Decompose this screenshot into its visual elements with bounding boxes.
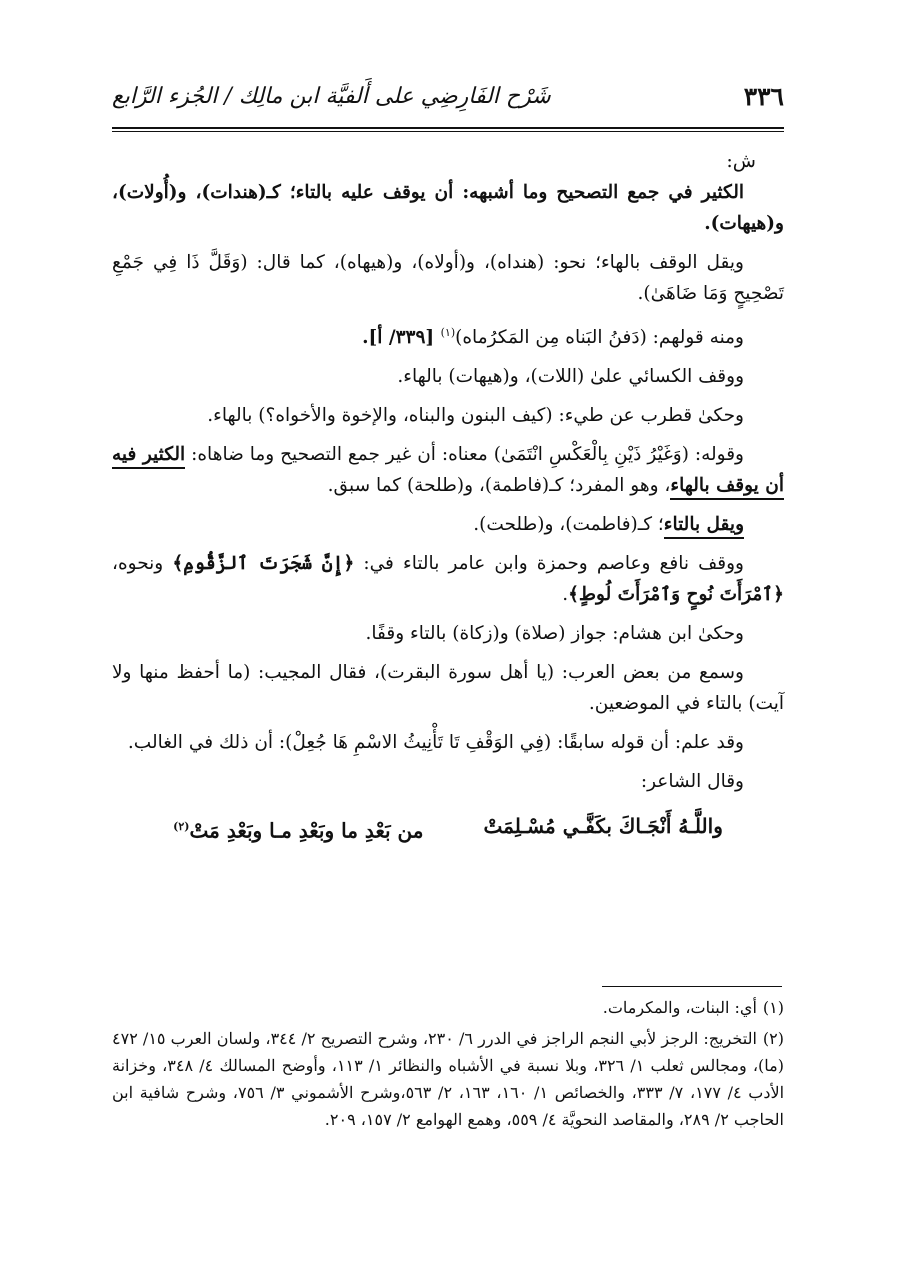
paragraph-text: ونحوه، [112,553,173,575]
quran-quote: ﴿ٱمْرَأَتَ نُوحٍ وَٱمْرَأَتَ لُوطٍ﴾ [568,584,784,606]
footnote [112,994,784,1021]
paragraph: وسمع من بعض العرب: (يا أهل سورة البقرت)، فقال المجيب: (ما أحفظ منها ولا آيت) بالتاء في الموضعين. [112,662,784,715]
paragraph: وقال الشاعر: [640,771,744,793]
footnote [112,1025,784,1133]
paragraph: وقد علم: أن قوله سابقًا: (فِي الوَقْفِ تَا تَأْنِيثُ الاسْمِ هَا جُعِلْ): أن ذلك في الغالب. [127,732,744,754]
verse-text: من بَعْدِ ما وبَعْدِ مـا وبَعْدِ مَتْ [189,818,424,843]
paragraph: وحكىٰ قطرب عن طيء: (كيف البنون والبناه، والإخوة والأخواه؟) بالهاء. [207,405,744,427]
sharh-label: ش: [726,150,756,172]
paragraph [112,439,784,501]
verse-second-hemistich [173,811,423,847]
footnote-number: (١) [762,998,784,1017]
paragraph-text: ووقف نافع وعاصم وحمزة وابن عامر بالتاء في: [354,553,744,575]
underlined-text: ويقل بالتاء [664,514,744,539]
footnotes [112,994,784,1137]
footnote-separator [602,986,782,987]
paragraph-text: وقوله: (وَغَيْرُ ذَيْنِ بِالْعَكْسِ انْتَمَىٰ) معناه: أن غير جمع التصحيح وما ضاهاه: [185,444,744,466]
running-title: شَرْح الفَارِضِي على أَلفيَّة ابن مالِك / الجُزء الرَّابع [112,83,551,109]
paragraph [112,177,784,239]
footnote-text: أي: البنات، والمكرمات. [602,998,757,1017]
paragraph: ويقل الوقف بالهاء؛ نحو: (هنداه)، و(أولاه)، و(هيهاه)، كما قال: (وَقَلَّ ذَا فِي جَمْعِ تَصْحِيحٍ وَمَا ضَاهَىٰ). [112,252,784,304]
quran-quote: ﴿إِنَّ شَجَرَتَ ٱلزَّقُّومِ﴾ [172,553,355,575]
page-header [112,68,784,124]
footnote-text: التخريج: الرجز لأبي النجم الراجز في الدرر ٦/ ٢٣٠، وشرح التصريح ٢/ ٣٤٤، ولسان العرب ١٥/ ٤٧٢ (ما)، ومجالس ثعلب ١/ ٣٢٦، وبلا نسبة في الأشباه والنظائر ١/ ١١٣، وأوضح المسالك ٤/ ٣٤٨، وخزانة الأدب ٤/ ١٧٧، ٧/ ٣٣٣، والخصائص ١/ ١٦٠، ١٦٣، ٢/ ٥٦٣،وشرح الأشموني ٣/ ٧٥٦، وشرح شافية ابن الحاجب ٢/ ٢٨٩، والمقاصد النحويَّة ٤/ ٥٥٩، وهمع الهوامع ٢/ ١٥٧، ٢٠٩. [112,1029,785,1129]
underlined-text: الكثير فيه أن يوقف بالهاء [112,444,784,500]
poetry-verse [112,811,784,847]
paragraph-text: . [562,584,569,606]
paragraph [112,509,784,540]
page-number: ٣٣٦ [743,81,784,111]
folio-ref: [٣٣٩/ أ]. [362,327,441,349]
paragraph: وحكىٰ ابن هشام: جواز (صلاة) و(زكاة) بالتاء وقفًا. [365,623,744,645]
paragraph [112,317,784,353]
header-rule [112,127,784,132]
footnote-number: (٢) [762,1029,784,1048]
paragraph-text: الكثير في جمع التصحيح وما أشبهه: أن يوقف عليه بالتاء؛ كـ(هندات)، و(أُولات)، و(هيهات). [112,182,784,234]
footnote-ref: (٢) [173,820,190,834]
paragraph: ووقف الكسائي علىٰ (اللات)، و(هيهات) بالهاء. [397,366,744,388]
paragraph [112,548,784,610]
main-text [112,146,784,847]
verse-first-hemistich: واللَّـهُ أَنْجَـاكَ بكَفَّـي مُسْـلِمَتْ [483,814,723,839]
paragraph-text: ، وهو المفرد؛ كـ(فاطمة)، و(طلحة) كما سبق. [327,475,671,497]
paragraph-text: ؛ كـ(فاطمت)، و(طلحت). [473,514,664,536]
paragraph-text: ومنه قولهم: (دَفنُ البَناه مِن المَكرُماه) [455,327,744,349]
footnote-ref: (١) [440,326,456,339]
